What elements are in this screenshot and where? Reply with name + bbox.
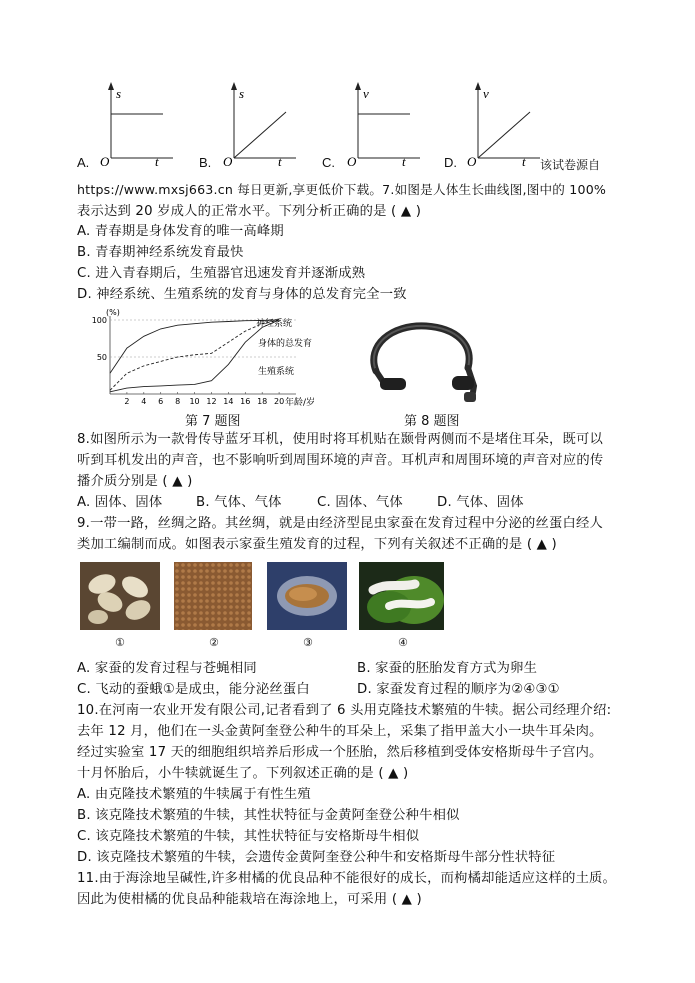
- chart-x-tick: 20: [273, 397, 285, 406]
- q10-option-a: A. 由克隆技术繁殖的牛犊属于有性生殖: [77, 787, 311, 802]
- graph-c-x-label: t: [402, 154, 406, 168]
- q9-line-2: 类加工编制而成。如图表示家蚕生殖发育的过程，下列有关叙述不正确的是 ( ▲ ): [77, 537, 557, 552]
- q7-option-a: A. 青春期是身体发育的唯一高峰期: [77, 224, 284, 239]
- chart-x-tick: 10: [189, 397, 200, 406]
- graph-a: [95, 78, 175, 168]
- chart-x-tick: 4: [141, 397, 147, 406]
- bone-conduction-headphone-image: [356, 316, 486, 410]
- option-b-label: B.: [199, 155, 212, 170]
- q9-option-a: A. 家蚕的发育过程与苍蝇相同: [77, 661, 257, 676]
- chart-series-line-2: [110, 320, 279, 392]
- legend-total-growth: 身体的总发育: [258, 339, 313, 349]
- q11-line-2: 因此为使柑橘的优良品种能栽培在海涂地上，可采用 ( ▲ ): [77, 892, 422, 907]
- photo-label-3: ③: [303, 636, 313, 649]
- chart-x-tick: 8: [175, 397, 181, 406]
- q7-line-1: https://www.mxsj663.cn 每日更新,享更低价下载。7.如图是人体生长曲线图,图中的 100%: [77, 182, 607, 197]
- q7-option-b: B. 青春期神经系统发育最快: [77, 245, 244, 260]
- fig7-caption: 第 7 题图: [185, 414, 241, 429]
- photo-label-1: ①: [115, 636, 125, 649]
- chart-y-unit: (%): [106, 308, 120, 317]
- q8-option-c: C. 固体、气体: [317, 495, 403, 510]
- chart-x-tick: 2: [124, 397, 130, 406]
- graph-a-y-label: s: [116, 86, 122, 101]
- q9-option-d: D. 家蚕发育过程的顺序为②④③①: [357, 682, 560, 697]
- silkworm-moth-photo: [80, 562, 160, 630]
- growth-chart: [88, 306, 338, 412]
- q8-option-b: B. 气体、气体: [196, 495, 282, 510]
- graph-d-origin: O: [467, 154, 477, 168]
- chart-x-tick: 12: [206, 397, 217, 406]
- chart-series-line-1: [110, 320, 279, 390]
- photo-label-4: ④: [398, 636, 408, 649]
- silkworm-eggs-photo: [174, 562, 252, 630]
- graph-b-origin: O: [223, 154, 233, 168]
- fig8-caption: 第 8 题图: [404, 414, 460, 429]
- graph-c-y-label: v: [363, 86, 369, 101]
- graph-c-origin: O: [347, 154, 357, 168]
- graph-a-origin: O: [100, 154, 110, 168]
- graph-d-y-label: v: [483, 86, 489, 101]
- q11-line-1: 11.由于海涂地呈碱性,许多柑橘的优良品种不能很好的成长，而枸橘却能适应这样的土质。: [77, 871, 617, 886]
- chart-x-label: 年龄/岁: [285, 398, 316, 408]
- option-d-label: D.: [444, 155, 457, 170]
- graph-d: [462, 78, 542, 168]
- q10-line-3: 经过实验室 17 天的细胞组织培养后形成一个胚胎，然后移植到受体安格斯母牛子宫内。: [77, 745, 603, 760]
- q8-line-3: 播介质分别是 ( ▲ ): [77, 474, 193, 489]
- chart-y-tick: 50: [96, 353, 107, 362]
- q7-option-d: D. 神经系统、生殖系统的发育与身体的总发育完全一致: [77, 287, 407, 302]
- silkworm-pupa-photo: [267, 562, 347, 630]
- q10-option-d: D. 该克隆技术繁殖的牛犊，会遗传金黄阿奎登公种牛和安格斯母牛部分性状特征: [77, 850, 556, 865]
- q8-line-1: 8.如图所示为一款骨传导蓝牙耳机，使用时将耳机贴在颞骨两侧而不是堵住耳朵，既可以: [77, 432, 603, 447]
- graph-a-x-label: t: [155, 154, 159, 168]
- graph-b-y-label: s: [239, 86, 245, 101]
- legend-nervous-system: 神经系统: [256, 319, 293, 329]
- q10-line-1: 10.在河南一农业开发有限公司,记者看到了 6 头用克隆技术繁殖的牛犊。据公司经理介绍:: [77, 703, 612, 718]
- option-c-label: C.: [322, 155, 335, 170]
- chart-x-tick: 14: [223, 397, 234, 406]
- graph-b-x-label: t: [278, 154, 282, 168]
- q9-line-1: 9.一带一路，丝绸之路。其丝绸，就是由经济型昆虫家蚕在发育过程中分泌的丝蛋白经人: [77, 516, 603, 531]
- source-tail: 该试卷源自: [540, 158, 601, 172]
- q8-line-2: 听到耳机发出的声音，也不影响听到周围环境的声音。耳机声和周围环境的声音对应的传: [77, 453, 604, 468]
- q10-option-c: C. 该克隆技术繁殖的牛犊，其性状特征与安格斯母牛相似: [77, 829, 420, 844]
- q8-option-a: A. 固体、固体: [77, 495, 163, 510]
- chart-series-line-0: [110, 320, 279, 373]
- chart-y-tick: 100: [91, 316, 107, 325]
- q10-line-2: 去年 12 月，他们在一头金黄阿奎登公种牛的耳朵上，采集了指甲盖大小一块牛耳朵肉。: [77, 724, 603, 739]
- legend-reproductive-system: 生殖系统: [258, 367, 295, 377]
- graph-c: [342, 78, 422, 168]
- photo-label-2: ②: [209, 636, 219, 649]
- graph-d-x-label: t: [522, 154, 526, 168]
- graph-b: [218, 78, 298, 168]
- chart-x-tick: 16: [240, 397, 251, 406]
- q8-option-d: D. 气体、固体: [437, 495, 524, 510]
- q7-line-2: 表示达到 20 岁成人的正常水平。下列分析正确的是 ( ▲ ): [77, 204, 422, 219]
- q10-option-b: B. 该克隆技术繁殖的牛犊，其性状特征与金黄阿奎登公种牛相似: [77, 808, 460, 823]
- chart-x-tick: 18: [257, 397, 268, 406]
- option-a-label: A.: [77, 155, 90, 170]
- q9-option-b: B. 家蚕的胚胎发育方式为卵生: [357, 661, 538, 676]
- chart-x-tick: 6: [158, 397, 164, 406]
- q9-option-c: C. 飞动的蚕蛾①是成虫，能分泌丝蛋白: [77, 682, 310, 697]
- q7-option-c: C. 进入青春期后，生殖器官迅速发育并逐渐成熟: [77, 266, 366, 281]
- silkworm-larva-photo: [359, 562, 444, 630]
- q10-line-4: 十月怀胎后，小牛犊就诞生了。下列叙述正确的是 ( ▲ ): [77, 766, 409, 781]
